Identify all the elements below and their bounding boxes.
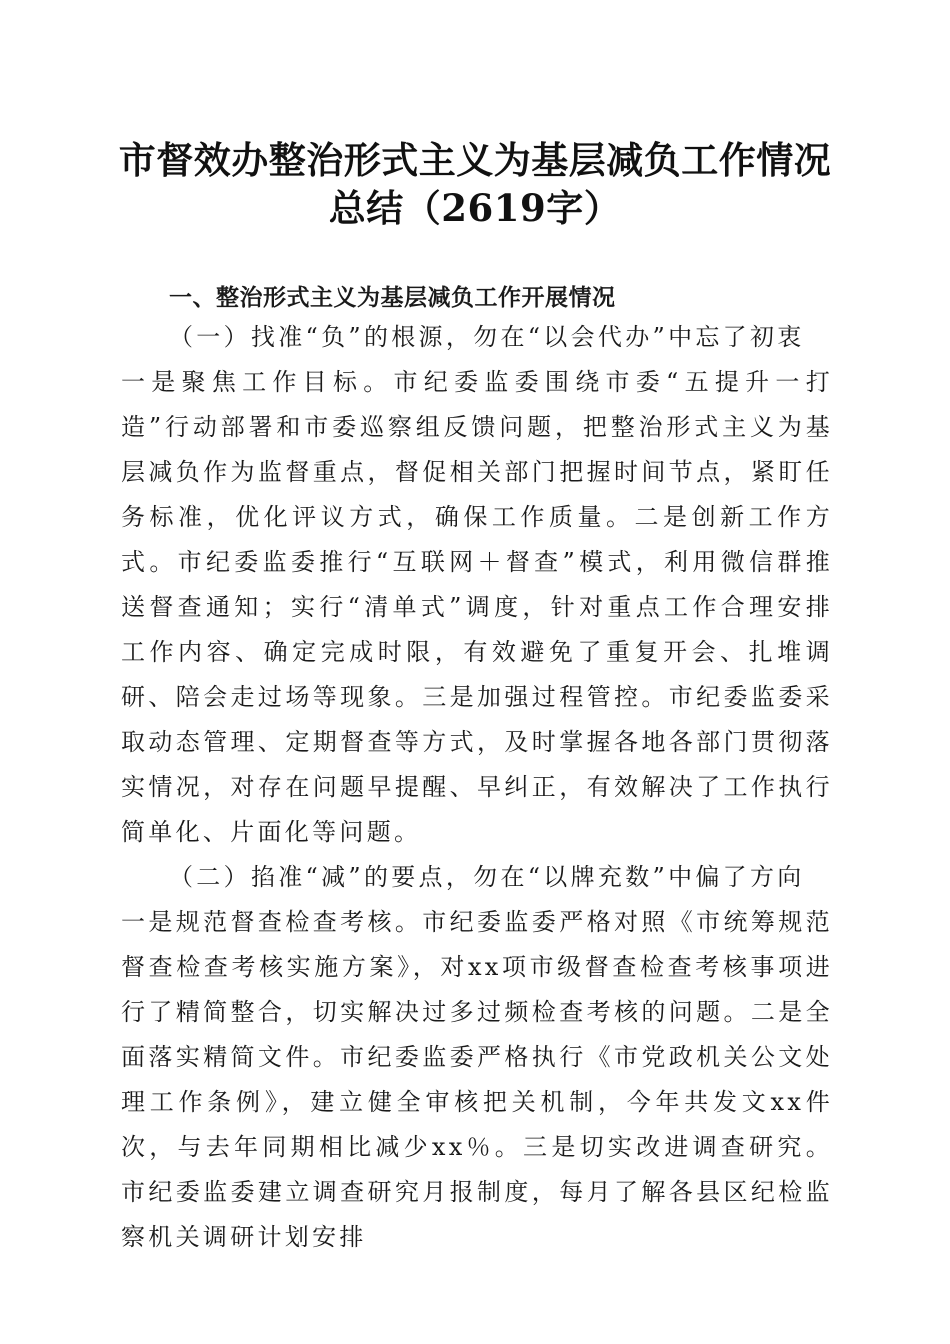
document-body	[121, 282, 833, 1260]
section-heading: 一、整治形式主义为基层减负工作开展情况	[169, 285, 616, 311]
body-paragraph: 一是规范督查检查考核。市纪委监委严格对照《市统筹规范督查检查考核实施方案》，对xx项市级督查检查考核事项进行了精简整合，切实解决过多过频检查考核的问题。二是全面落实精简文件。市纪委监委严格执行《市党政机关公文处理工作条例》，建立健全审核把关机制，今年共发文xx件次，与去年同期相比减少xx％。三是切实改进调查研究。市纪委监委建立调查研究月报制度，每月了解各县区纪检监察机关调研计划安排	[121, 908, 833, 1251]
document-title: 市督效办整治形式主义为基层减负工作情况总结（2619字）	[118, 138, 832, 230]
subsection-heading: （一）找准“负”的根源，勿在“以会代办”中忘了初衷	[169, 323, 805, 351]
subsection-heading: （二）掐准“减”的要点，勿在“以牌充数”中偏了方向	[169, 863, 805, 891]
body-paragraph: 一是聚焦工作目标。市纪委监委围绕市委“五提升一打造”行动部署和市委巡察组反馈问题，把整治形式主义为基层减负作为监督重点，督促相关部门把握时间节点，紧盯任务标准，优化评议方式，确保工作质量。二是创新工作方式。市纪委监委推行“互联网＋督查”模式，利用微信群推送督查通知；实行“清单式”调度，针对重点工作合理安排工作内容、确定完成时限，有效避免了重复开会、扎堆调研、陪会走过场等现象。三是加强过程管控。市纪委监委采取动态管理、定期督查等方式，及时掌握各地各部门贯彻落实情况，对存在问题早提醒、早纠正，有效解决了工作执行简单化、片面化等问题。	[121, 368, 833, 846]
